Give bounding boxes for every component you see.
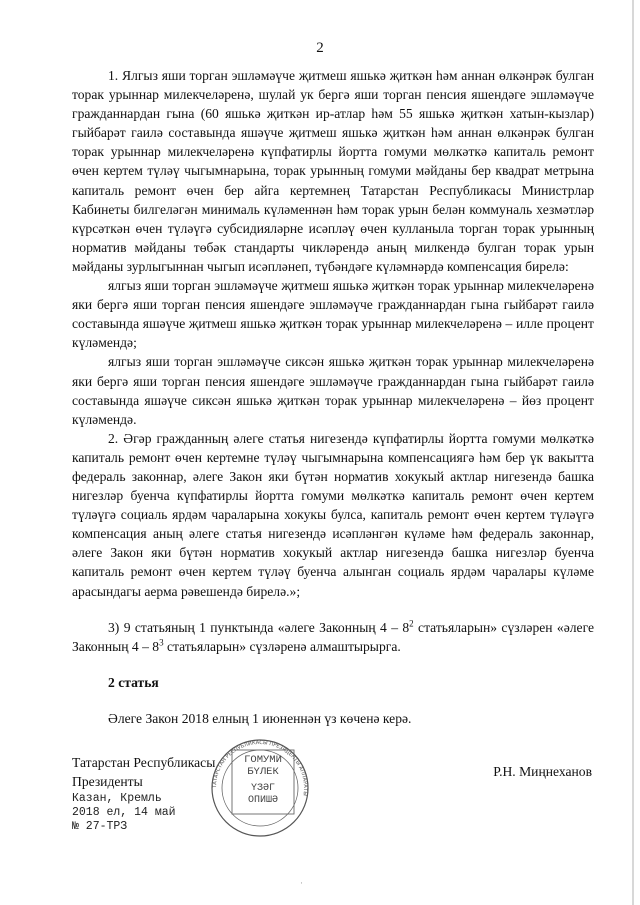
article-heading: 2 статья bbox=[108, 674, 159, 690]
signatory-name: Р.Н. Миңнеханов bbox=[493, 764, 592, 779]
scan-edge-line bbox=[632, 0, 634, 905]
seal-line-4: ОПИШӘ bbox=[247, 795, 279, 806]
seal-line-3: ҮЗӘГ bbox=[250, 783, 276, 794]
paragraph-5-text-a: 3) 9 статьяның 1 пунктында «әлеге Законның 4 – 8 bbox=[108, 619, 410, 635]
signatory-title-line-1: Татарстан Республикасы bbox=[72, 755, 216, 770]
paragraph-4: 2. Әгәр гражданның әлеге статья нигезендә күпфатирлы йортта гомуми мөлкәткә капиталь ремонт өчен кертемне түләү чыгымнарына компенсациягә һәм бер үк вакытта федераль законнар, әлеге Закон яки бүтән норматив хокукый актлар нигезендә башка нигезләр буенча күпфатирлы йортта гомуми мөлкәткә капиталь ремонт өчен кертем түләүгә социаль ярдәм чараларына хокукы булса, капиталь ремонт өчен кертем түләүгә компенсация аның әлеге статья нигезендә исәпләнгән күләме һәм федераль законнар, әлеге Закон яки бүтән норматив хокукый актлар нигезендә башка нигезләр буенча капиталь ремонт өчен кертем түләү буенча алынган социаль ярдәм чаралары күләме арасындагы аерма рәвешендә бирелә.»; bbox=[72, 430, 594, 599]
page-number: 2 bbox=[316, 40, 324, 56]
registration-line-3: № 27-ТРЗ bbox=[72, 820, 128, 833]
paragraph-1: 1. Ялгыз яши торган эшләмәүче җитмеш яшькә җиткән һәм аннан өлкәнрәк булган торак урыннар милекчеләренә, шулай ук бергә яши торган пенсия яшендәге эшләмәүче гражданнардан гына (60 яшькә җиткән ир-атлар һәм 55 яшькә җиткән хатын-кызлар) гыйбарәт гаилә составында яшәүче җитмеш яшькә җиткән һәм аннан өлкәнрәк булган торак урыннар милекчеләренә күпфатирлы йортта гомуми мөлкәткә капиталь ремонт өчен кертем түләү чыгымнарына, торак урынның гомуми мәйданы бер квадрат метрына капиталь ремонт өчен бер айга кертемнең Татарстан Республикасы Министрлар Кабинеты билгеләгән минималь күләменнән һәм торак урын белән коммуналь хезмәтләр күрсәткән өчен түләүгә субсидияләрне исәпләү өчен кулланыла торган торак урынның норматив мәйданы төбәк стандарты чикләрендә аның милкендә булган торак урын мәйданы зурлыгыннан чыгып исәпләнеп, түбәндәге күләмнәрдә компенсация бирелә: bbox=[72, 68, 594, 274]
document-body bbox=[72, 66, 594, 728]
paragraph-6: Әлеге Закон 2018 елның 1 июненнән үз көченә керә. bbox=[108, 710, 412, 726]
seal-ring-text: ТАТАРСТАН РЕСПУБЛИКАСЫ ПРЕЗИДЕНТЫ АППАРАТЫ bbox=[211, 739, 309, 797]
registration-line-2: 2018 ел, 14 май bbox=[72, 806, 176, 819]
paragraph-5-text-c: статьяларын» сүзләренә алмаштырырга. bbox=[163, 638, 401, 654]
superscript-2: 3 bbox=[159, 637, 164, 648]
registration-line-1: Казан, Кремль bbox=[72, 792, 162, 805]
paragraph-3: ялгыз яши торган эшләмәүче сиксән яшькә җиткән торак урыннар милекчеләренә яки бергә яши торган пенсия яшендәге эшләмәүче гражданнардан гына гыйбарәт гаилә составында яшәүче сиксән яшькә җиткән торак урыннар милекчеләренә – йөз процент күләмендә. bbox=[72, 354, 594, 427]
paragraph-2: ялгыз яши торган эшләмәүче җитмеш яшькә җиткән торак урыннар милекчеләренә яки бергә яши торган пенсия яшендәге эшләмәүче гражданнардан гына гыйбарәт гаилә составында яшәүче җитмеш яшькә җиткән торак урыннар милекчеләренә – илле процент күләмендә; bbox=[72, 278, 594, 351]
official-seal-stamp bbox=[190, 738, 330, 838]
paragraph-5-text-b: статьяларын» сүзләрен «әлеге Законның 4 – 8 bbox=[72, 619, 595, 654]
signatory-title-line-2: Президенты bbox=[72, 774, 143, 789]
seal-line-1: ГОМУМИ bbox=[244, 754, 282, 766]
scan-artifact: · bbox=[300, 878, 303, 888]
seal-line-2: БҮЛЕК bbox=[247, 766, 279, 778]
registration-stamp bbox=[72, 792, 176, 834]
superscript-1: 2 bbox=[409, 618, 414, 629]
paragraph-5 bbox=[72, 618, 594, 656]
